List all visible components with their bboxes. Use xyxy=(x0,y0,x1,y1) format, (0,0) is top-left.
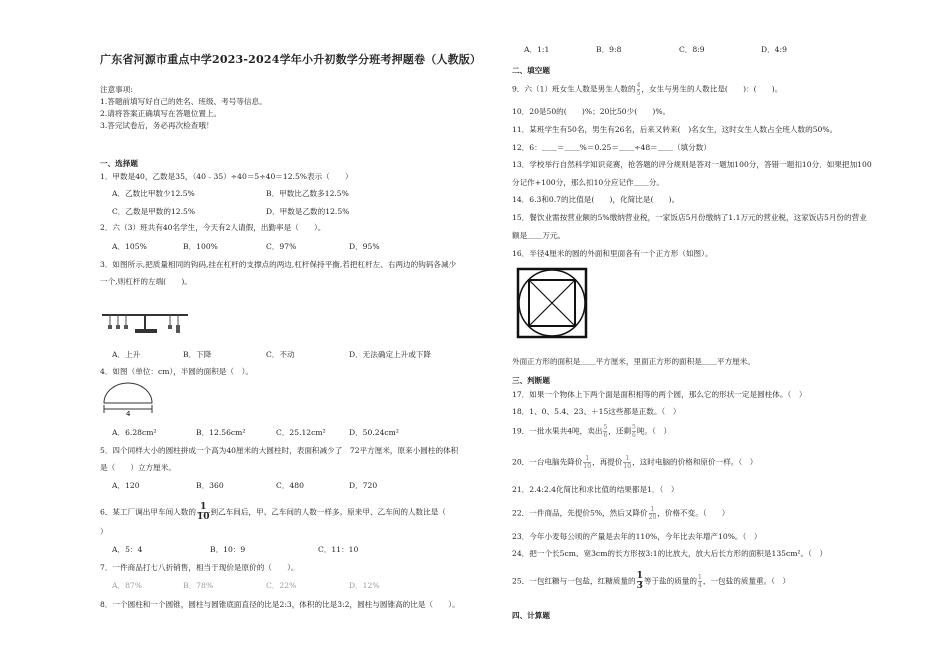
question-stem xyxy=(512,572,790,591)
stem-text: 22．一件商品，先提价5%，然后又降价 xyxy=(512,508,648,518)
fraction: $\frac{4}{5}$ xyxy=(636,82,641,97)
stem-text: 等于盐的质量的 xyxy=(643,576,697,586)
option[interactable]: D．4:9 xyxy=(761,45,787,54)
option[interactable]: B．甲数比乙数多12.5% xyxy=(266,189,349,198)
option[interactable]: D．95% xyxy=(349,242,380,251)
fraction: $\frac{1}{3}$ xyxy=(636,571,643,591)
question-stem: 24．把一个长5cm、宽3cm的长方形按3:1的比放大，放大后长方形的面积是135cm²。（ ） xyxy=(512,549,828,558)
question-stem: 11．某班学生有50名，男生有26名，后来又转来( )名女生，这时女生人数占全班人数的50%。 xyxy=(512,125,838,134)
stem-text: 25．一包红糖与一包盐，红糖质量的 xyxy=(512,576,636,586)
semicircle-figure xyxy=(100,381,156,417)
option[interactable]: A．105% xyxy=(112,242,147,251)
stem-text: 到乙车间后，甲、乙车间的人数一样多。原来甲、乙车间的人数比是（ xyxy=(210,507,446,517)
option[interactable]: C．11：10 xyxy=(318,545,359,554)
question-stem: ） xyxy=(100,527,108,536)
option[interactable]: C．乙数是甲数的12.5% xyxy=(112,207,196,216)
option[interactable]: C．480 xyxy=(276,481,304,490)
note-item: 3.答完试卷后，务必再次检查哦！ xyxy=(100,121,214,130)
stem-text: ，再提价 xyxy=(592,457,623,467)
fraction: $\frac{1}{10}$ xyxy=(583,455,592,470)
option[interactable]: A．6.28cm² xyxy=(112,428,157,437)
question-stem: 3．如图所示,把质量相同的钩码,挂在杠杆的支撑点的两边,杠杆保持平衡,若把杠杆左、右两边的钩码各减少 xyxy=(100,260,457,269)
question-stem: 21．2.4:2.4化简比和求比值的结果都是1．（ ） xyxy=(512,485,679,494)
note-item: 2.请将答案正确填写在答题位置上。 xyxy=(100,109,222,118)
option[interactable]: D．12% xyxy=(349,581,380,590)
fraction: $\frac{1}{4}$ xyxy=(698,574,702,589)
question-stem: 外面正方形的面积是＿＿平方厘米，里面正方形的面积是＿＿平方厘米。 xyxy=(512,357,755,366)
fraction: $\frac{5}{6}$ xyxy=(632,424,636,439)
option[interactable]: C．8:9 xyxy=(679,45,705,54)
question-stem: 10．20是50的( )%；20比50少( )%。 xyxy=(512,107,671,116)
notes-heading: 注意事项: xyxy=(100,85,133,94)
question-stem: 12．6：＿＿＝＿＿%＝0.25＝＿＿÷48＝＿＿（填分数） xyxy=(512,143,711,152)
fraction: $\frac{1}{10}$ xyxy=(623,455,632,470)
question-stem: 一个,则杠杆的左端( )。 xyxy=(100,277,192,286)
section-heading: 二、填空题 xyxy=(512,66,550,75)
question-stem: 14．6.3和0.7的比值是( )，化简比是( )。 xyxy=(512,195,680,204)
question-stem: 2．六（3）班共有40名学生，今天有2人请假，出勤率是（ ）。 xyxy=(100,223,326,232)
stem-text: 20．一台电脑先降价 xyxy=(512,457,583,467)
option[interactable]: B．100% xyxy=(183,242,218,251)
question-stem: 17．如果一个物体上下两个面是面积相等的两个圆，那么它的形状一定是圆柱体。（ ） xyxy=(512,390,807,399)
option[interactable]: C．25.12cm² xyxy=(276,428,326,437)
stem-text: ，还剩 xyxy=(608,426,632,436)
dimension-label: 4 xyxy=(126,410,131,417)
question-stem: 5．四个同样大小的圆柱拼成一个高为40厘米的大圆柱时，表面积减少了 72平方厘米，原来小圆柱的体积 xyxy=(100,446,459,455)
lever-figure xyxy=(100,293,190,339)
option[interactable]: B．12.56cm² xyxy=(196,428,246,437)
option[interactable]: D．50.24cm² xyxy=(349,428,399,437)
note-item: 1.答题前填写好自己的姓名、班级、考号等信息。 xyxy=(100,97,267,106)
stem-text: ，一包盐的质量重。（ ） xyxy=(702,576,791,586)
question-stem xyxy=(100,503,446,522)
page-title: 广东省河源市重点中学2023-2024学年小升初数学分班考押题卷（人教版） xyxy=(100,53,482,66)
stem-text: 19．一批水果共4吨，卖出 xyxy=(512,426,603,436)
section-heading: 一、选择题 xyxy=(100,159,138,168)
question-stem xyxy=(512,82,782,97)
option[interactable]: A．1:1 xyxy=(524,45,550,54)
fraction: $\frac{1}{20}$ xyxy=(648,506,657,521)
stem-text: 9．六（1）班女生人数是男生人数的 xyxy=(512,84,636,94)
option[interactable]: C．22% xyxy=(266,581,297,590)
question-stem: 7．一件商品打七八折销售，相当于现价是原价的（ ）。 xyxy=(100,563,299,572)
fraction: $\frac{5}{6}$ xyxy=(603,424,608,439)
section-heading: 四、计算题 xyxy=(512,611,550,620)
option[interactable]: C．不动 xyxy=(266,350,295,359)
question-stem: 15．餐饮业需按营业额的5%缴纳营业税，一家饭店5月份缴纳了1.1万元的营业税，这家饭店5月份的营业 xyxy=(512,213,867,222)
option[interactable]: A．120 xyxy=(112,481,140,490)
option[interactable]: B．下降 xyxy=(183,350,212,359)
option[interactable]: B．9:8 xyxy=(596,45,622,54)
circle-squares-figure xyxy=(514,266,594,340)
option[interactable]: A．5：4 xyxy=(112,545,143,554)
question-stem: 23．今年小麦每公顷的产量是去年的110%，今年比去年增产10%。（ ） xyxy=(512,532,762,541)
question-stem xyxy=(512,506,729,521)
question-stem: 16．半径4厘米的圆的外面和里面各有一个正方形（如图）。 xyxy=(512,249,713,258)
stem-text: ，价格不变。（ ） xyxy=(657,508,730,518)
section-heading: 三、判断题 xyxy=(512,376,550,385)
question-stem: 额是＿＿万元。 xyxy=(512,231,566,240)
question-stem: 4．如图（单位：cm），半圆的面积是（ ）。 xyxy=(100,367,253,376)
option[interactable]: A．上升 xyxy=(112,350,141,359)
stem-text: 6．某工厂调出甲车间人数的 xyxy=(100,507,196,517)
option[interactable]: A．87% xyxy=(112,581,142,590)
option[interactable]: A．乙数比甲数少12.5% xyxy=(112,189,195,198)
stem-text: ，女生与男生的人数比是( )：( )。 xyxy=(641,84,783,94)
question-stem xyxy=(512,424,671,439)
question-stem: 1．甲数是40，乙数是35，（40﹣35）÷40＝5÷40＝12.5%表示（ ） xyxy=(100,172,353,181)
question-stem: 是（ ）立方厘米。 xyxy=(100,463,176,472)
question-stem: 分记作+100分，那么扣10分应记作＿＿分。 xyxy=(512,178,665,187)
option[interactable]: D．甲数是乙数的12.5% xyxy=(266,207,350,216)
option[interactable]: C．97% xyxy=(266,242,297,251)
fraction: $\frac{1}{10}$ xyxy=(196,502,210,522)
option[interactable]: D．无法确定上升或下降 xyxy=(349,350,432,359)
question-stem: 8．一个圆柱和一个圆锥，圆柱与圆锥底面直径的比是2:3，体积的比是3:2，圆柱与圆锥高的比是（ ）。 xyxy=(100,600,460,609)
question-stem: 18．1、0、5.4、23、＋15这些都是正数。（ ） xyxy=(512,407,681,416)
question-stem: 13．学校举行自然科学知识竞赛，抢答题的评分规则是答对一题加100分，答错一题扣10分．如果把加100 xyxy=(512,160,872,169)
option[interactable]: D．720 xyxy=(349,481,378,490)
question-stem xyxy=(512,455,757,470)
option[interactable]: B．10：9 xyxy=(210,545,246,554)
option[interactable]: B．360 xyxy=(196,481,224,490)
option[interactable]: B．78% xyxy=(183,581,214,590)
stem-text: 吨。（ ） xyxy=(636,426,672,436)
stem-text: ，这时电脑的价格和原价一样。（ ） xyxy=(632,457,758,467)
